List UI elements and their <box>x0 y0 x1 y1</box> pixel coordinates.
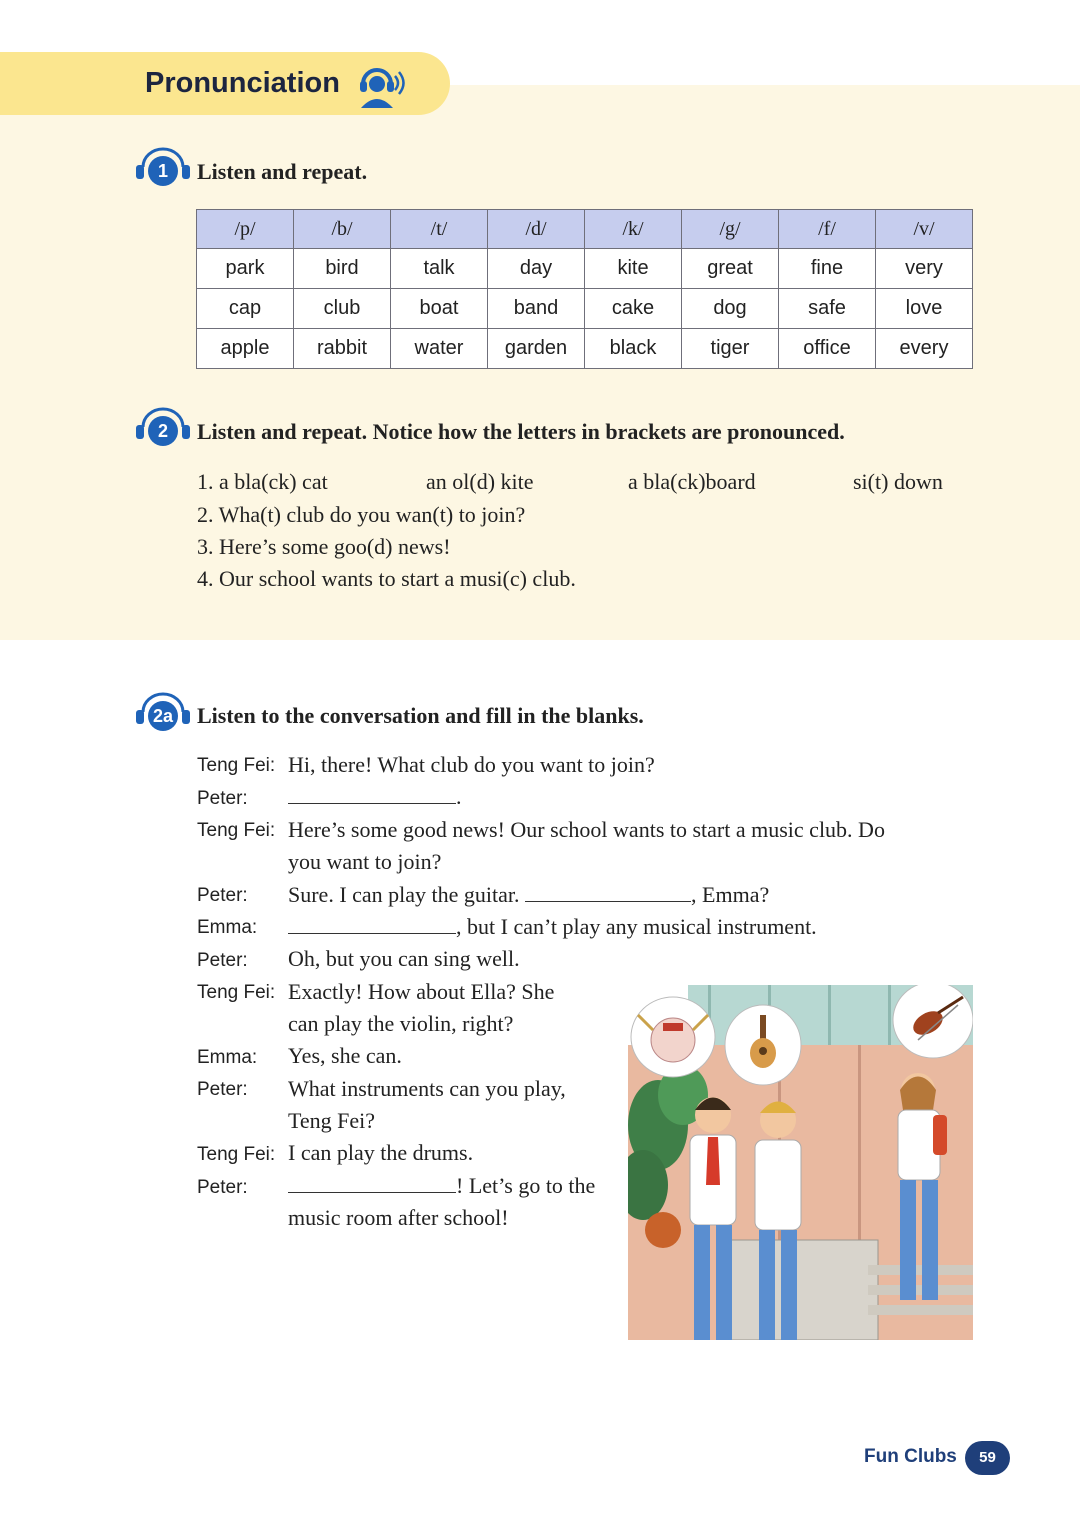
example-phrase: si(t) down <box>853 469 943 494</box>
exercise-2-instruction: Listen and repeat. Notice how the letters in brackets are pronounced. <box>197 419 845 444</box>
speaker-name: Teng Fei: <box>197 1144 276 1165</box>
word-cell: garden <box>488 329 585 369</box>
speaker-name: Emma: <box>197 1047 258 1068</box>
word-cell: talk <box>391 249 488 289</box>
dialogue-line: music room after school! <box>288 1205 509 1230</box>
word-cell: band <box>488 289 585 329</box>
dialogue-line-with-blank <box>288 914 817 940</box>
word-cell: club <box>294 289 391 329</box>
word-cell: tiger <box>682 329 779 369</box>
table-row <box>197 249 973 289</box>
dialogue-text: Sure. I can play the guitar. <box>288 882 520 907</box>
example-phrase: a bla(ck)board <box>628 469 756 494</box>
word-cell: park <box>197 249 294 289</box>
exercise-1-badge <box>135 145 191 191</box>
answer-blank[interactable] <box>288 1174 456 1193</box>
word-cell: kite <box>585 249 682 289</box>
dialogue-line: I can play the drums. <box>288 1140 474 1165</box>
dialogue-line-with-blank <box>288 1173 595 1199</box>
exercise-number: 1 <box>157 161 168 181</box>
word-cell: safe <box>779 289 876 329</box>
speaker-name: Emma: <box>197 917 258 938</box>
phoneme-header: /p/ <box>197 210 294 249</box>
phoneme-header: /v/ <box>876 210 973 249</box>
speaker-name: Teng Fei: <box>197 982 276 1003</box>
word-cell: great <box>682 249 779 289</box>
exercise-2a-badge <box>135 690 191 736</box>
word-cell: office <box>779 329 876 369</box>
unit-title: Fun Clubs <box>864 1446 957 1467</box>
dialogue-line: Oh, but you can sing well. <box>288 946 520 971</box>
exercise-2-badge <box>135 405 191 451</box>
example-sentence: 3. Here’s some goo(d) news! <box>197 534 451 559</box>
table-row <box>197 329 973 369</box>
dialogue-text: , Emma? <box>691 882 770 907</box>
table-header-row <box>197 210 973 249</box>
word-cell: dog <box>682 289 779 329</box>
example-phrase: 1. a bla(ck) cat <box>197 469 328 494</box>
answer-blank[interactable] <box>525 883 691 902</box>
word-cell: boat <box>391 289 488 329</box>
speaker-name: Peter: <box>197 1177 248 1198</box>
dialogue-line: Hi, there! What club do you want to join? <box>288 752 655 777</box>
example-phrase: an ol(d) kite <box>426 469 534 494</box>
word-cell: love <box>876 289 973 329</box>
exercise-1-instruction: Listen and repeat. <box>197 159 368 184</box>
word-cell: cap <box>197 289 294 329</box>
dialogue-text: , but I can’t play any musical instrument. <box>456 914 817 939</box>
dialogue-text: . <box>456 784 462 809</box>
answer-blank[interactable] <box>288 915 456 934</box>
speaker-name: Peter: <box>197 1079 248 1100</box>
dialogue-line: Yes, she can. <box>288 1043 402 1068</box>
dialogue-line-with-blank <box>288 882 769 908</box>
word-cell: fine <box>779 249 876 289</box>
exercise-number: 2a <box>152 706 174 726</box>
exercise-number: 2 <box>157 421 168 441</box>
phoneme-header: /t/ <box>391 210 488 249</box>
answer-blank[interactable] <box>288 785 456 804</box>
word-cell: water <box>391 329 488 369</box>
example-sentence: 4. Our school wants to start a musi(c) club. <box>197 566 576 591</box>
dialogue-line: can play the violin, right? <box>288 1011 514 1036</box>
students-illustration <box>628 985 973 1380</box>
speaker-name: Peter: <box>197 950 248 971</box>
dialogue-line: you want to join? <box>288 849 442 874</box>
speaker-name: Peter: <box>197 885 248 906</box>
speaker-name: Teng Fei: <box>197 820 276 841</box>
exercise-2a-instruction: Listen to the conversation and fill in the blanks. <box>197 703 644 728</box>
section-title: Pronunciation <box>145 67 340 99</box>
dialogue-line: Teng Fei? <box>288 1108 376 1133</box>
word-cell: very <box>876 249 973 289</box>
speaker-name: Teng Fei: <box>197 755 276 776</box>
word-cell: bird <box>294 249 391 289</box>
phoneme-header: /f/ <box>779 210 876 249</box>
word-cell: black <box>585 329 682 369</box>
phoneme-header: /d/ <box>488 210 585 249</box>
headset-speaker-icon <box>357 62 409 108</box>
phoneme-header: /b/ <box>294 210 391 249</box>
page-number: 59 <box>965 1441 1010 1475</box>
dialogue-line: What instruments can you play, <box>288 1076 566 1101</box>
phoneme-table <box>196 209 973 369</box>
dialogue-line: Exactly! How about Ella? She <box>288 979 555 1004</box>
example-sentence: 2. Wha(t) club do you wan(t) to join? <box>197 502 526 527</box>
table-row <box>197 289 973 329</box>
phoneme-header: /k/ <box>585 210 682 249</box>
speaker-name: Peter: <box>197 788 248 809</box>
word-cell: apple <box>197 329 294 369</box>
dialogue-line: Here’s some good news! Our school wants to start a music club. Do <box>288 817 885 842</box>
word-cell: day <box>488 249 585 289</box>
dialogue-line-with-blank <box>288 784 462 810</box>
word-cell: every <box>876 329 973 369</box>
phoneme-header: /g/ <box>682 210 779 249</box>
word-cell: rabbit <box>294 329 391 369</box>
dialogue-text: ! Let’s go to the <box>456 1173 596 1198</box>
word-cell: cake <box>585 289 682 329</box>
